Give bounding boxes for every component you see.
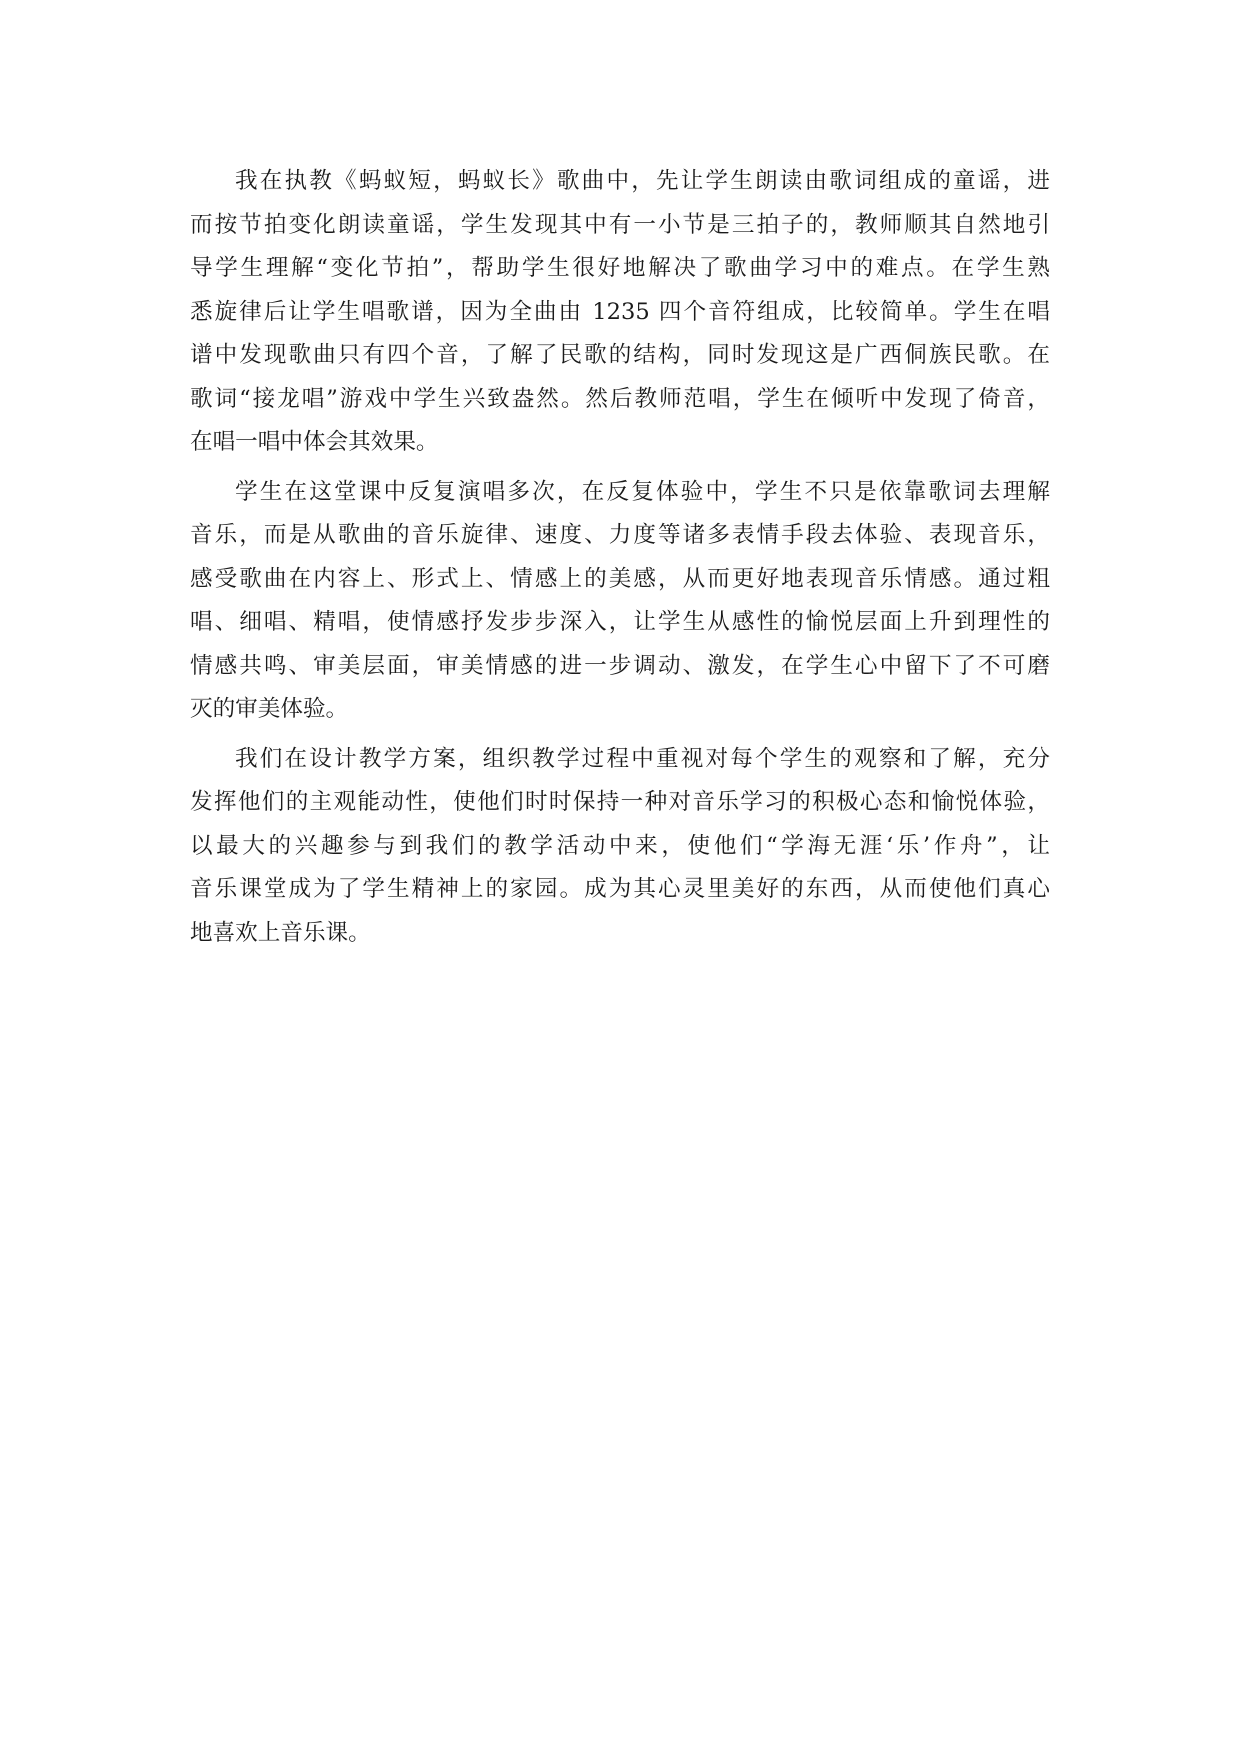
paragraph-line: 感受歌曲在内容上、形式上、情感上的美感，从而更好地表现音乐情感。通过粗 (190, 565, 1050, 592)
paragraph-line: 学生在这堂课中反复演唱多次，在反复体验中，学生不只是依靠歌词去理解 (235, 478, 1050, 505)
paragraph-line: 悉旋律后让学生唱歌谱，因为全曲由 1235 四个音符组成，比较简单。学生在唱 (190, 298, 1050, 325)
document-body (190, 160, 1050, 961)
paragraph-line: 我们在设计教学方案，组织教学过程中重视对每个学生的观察和了解，充分 (235, 745, 1050, 772)
paragraph-line: 在唱一唱中体会其效果。 (190, 429, 439, 455)
paragraph-3 (190, 738, 1050, 956)
paragraph-line: 而按节拍变化朗读童谣，学生发现其中有一小节是三拍子的，教师顺其自然地引 (190, 211, 1050, 238)
paragraph-line: 唱、细唱、精唱，使情感抒发步步深入，让学生从感性的愉悦层面上升到理性的 (190, 609, 1050, 635)
paragraph-line: 地喜欢上音乐课。 (190, 919, 371, 946)
paragraph-line: 情感共鸣、审美层面，审美情感的进一步调动、激发，在学生心中留下了不可磨 (190, 652, 1050, 679)
paragraph-1 (190, 160, 1050, 465)
paragraph-line: 我在执教《蚂蚁短，蚂蚁长》歌曲中，先让学生朗读由歌词组成的童谣，进 (235, 168, 1050, 194)
paragraph-line: 歌词“接龙唱”游戏中学生兴致盎然。然后教师范唱，学生在倾听中发现了倚音， (190, 385, 1050, 412)
paragraph-2 (190, 471, 1050, 732)
paragraph-line: 音乐课堂成为了学生精神上的家园。成为其心灵里美好的东西，从而使他们真心 (190, 876, 1050, 902)
paragraph-line: 灭的审美体验。 (190, 696, 349, 722)
paragraph-line: 谱中发现歌曲只有四个音，了解了民歌的结构，同时发现这是广西侗族民歌。在 (190, 342, 1050, 368)
paragraph-line: 导学生理解“变化节拍”，帮助学生很好地解决了歌曲学习中的难点。在学生熟 (190, 255, 1050, 281)
paragraph-line: 发挥他们的主观能动性，使他们时时保持一种对音乐学习的积极心态和愉悦体验， (190, 789, 1050, 815)
paragraph-line: 音乐，而是从歌曲的音乐旋律、速度、力度等诸多表情手段去体验、表现音乐， (190, 522, 1050, 548)
paragraph-line: 以最大的兴趣参与到我们的教学活动中来，使他们“学海无涯‘乐’作舟”，让 (190, 832, 1050, 859)
